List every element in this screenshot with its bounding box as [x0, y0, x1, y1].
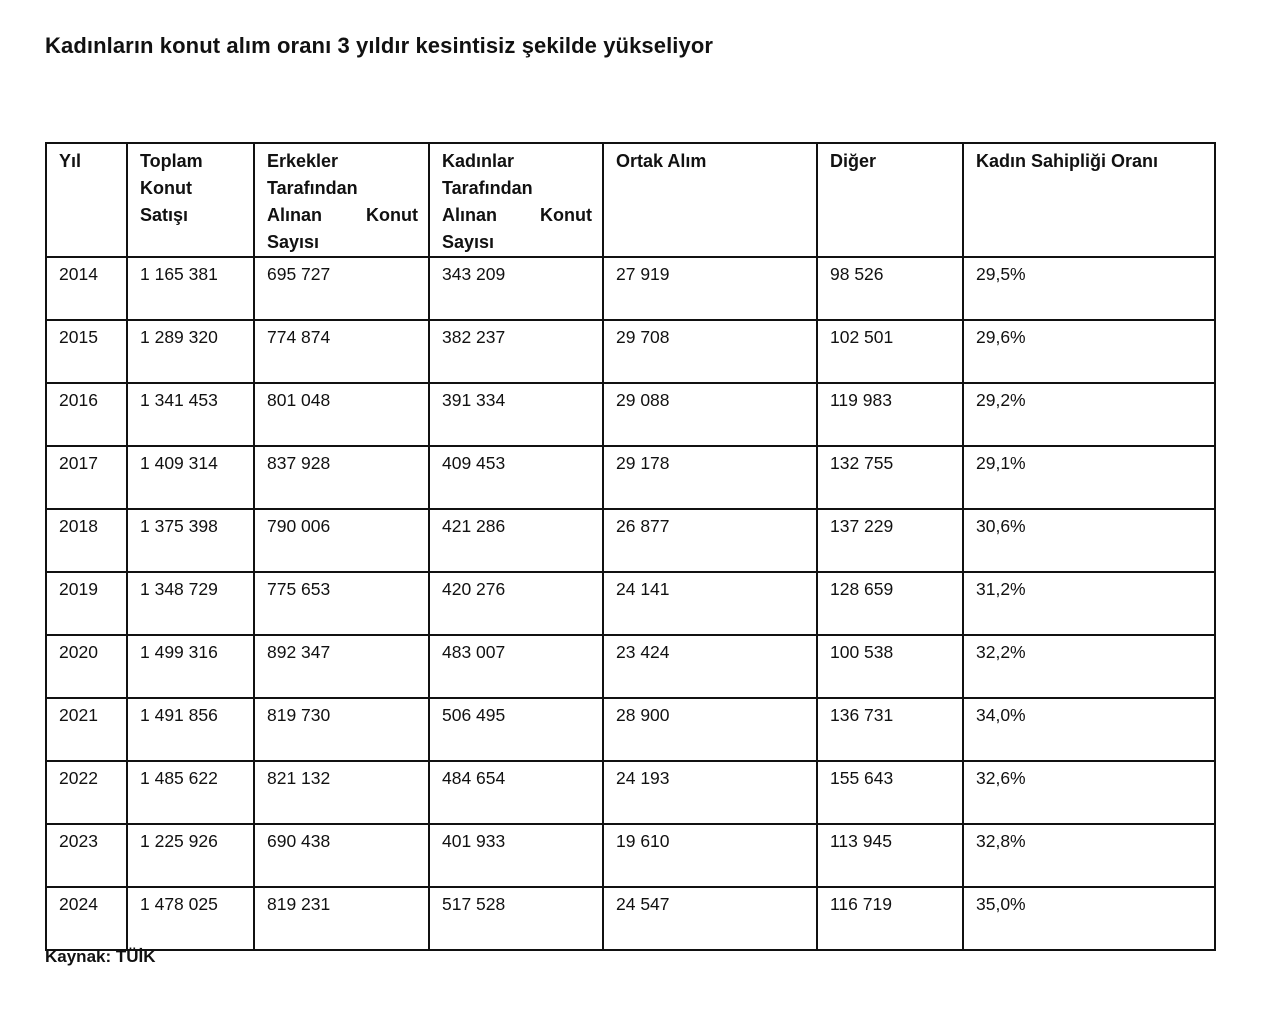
- cell-men-purchases: 774 874: [254, 320, 429, 383]
- header-men-line: Erkekler: [267, 151, 339, 171]
- cell-joint-purchase: 23 424: [603, 635, 817, 698]
- cell-year: 2019: [46, 572, 127, 635]
- table-row: [46, 446, 1215, 509]
- cell-total-sales: 1 289 320: [127, 320, 254, 383]
- cell-women-purchases: 421 286: [429, 509, 603, 572]
- cell-total-sales: 1 478 025: [127, 887, 254, 950]
- header-other-label: Diğer: [830, 151, 877, 171]
- table-row: [46, 761, 1215, 824]
- cell-joint-purchase: 24 193: [603, 761, 817, 824]
- cell-total-sales: 1 348 729: [127, 572, 254, 635]
- table-row: [46, 698, 1215, 761]
- cell-ratio: 32,2%: [963, 635, 1215, 698]
- cell-joint-purchase: 19 610: [603, 824, 817, 887]
- cell-men-purchases: 821 132: [254, 761, 429, 824]
- cell-year: 2020: [46, 635, 127, 698]
- cell-other: 132 755: [817, 446, 963, 509]
- table-header-row: [46, 143, 1215, 257]
- cell-women-purchases: 483 007: [429, 635, 603, 698]
- cell-year: 2015: [46, 320, 127, 383]
- cell-ratio: 34,0%: [963, 698, 1215, 761]
- cell-other: 102 501: [817, 320, 963, 383]
- header-women-line: Sayısı: [442, 232, 495, 252]
- cell-year: 2017: [46, 446, 127, 509]
- cell-other: 100 538: [817, 635, 963, 698]
- cell-total-sales: 1 341 453: [127, 383, 254, 446]
- cell-ratio: 35,0%: [963, 887, 1215, 950]
- cell-men-purchases: 819 730: [254, 698, 429, 761]
- cell-women-purchases: 506 495: [429, 698, 603, 761]
- header-women-line: [442, 202, 592, 229]
- header-men-line: Sayısı: [267, 232, 320, 252]
- cell-other: 116 719: [817, 887, 963, 950]
- cell-total-sales: 1 225 926: [127, 824, 254, 887]
- cell-men-purchases: 892 347: [254, 635, 429, 698]
- cell-joint-purchase: 29 088: [603, 383, 817, 446]
- cell-year: 2021: [46, 698, 127, 761]
- cell-joint-purchase: 29 708: [603, 320, 817, 383]
- cell-year: 2023: [46, 824, 127, 887]
- table-row: [46, 887, 1215, 950]
- header-men-word: Konut: [366, 205, 418, 225]
- table-body: [46, 257, 1215, 950]
- header-men-purchases: [254, 143, 429, 257]
- header-joint-label: Ortak Alım: [616, 151, 707, 171]
- cell-women-purchases: 401 933: [429, 824, 603, 887]
- header-total-line: Satışı: [140, 205, 189, 225]
- cell-men-purchases: 801 048: [254, 383, 429, 446]
- cell-ratio: 29,6%: [963, 320, 1215, 383]
- cell-total-sales: 1 165 381: [127, 257, 254, 320]
- header-men-line: [267, 202, 418, 229]
- header-year: [46, 143, 127, 257]
- cell-women-purchases: 382 237: [429, 320, 603, 383]
- cell-men-purchases: 819 231: [254, 887, 429, 950]
- header-joint-purchase: [603, 143, 817, 257]
- cell-ratio: 31,2%: [963, 572, 1215, 635]
- cell-women-purchases: 420 276: [429, 572, 603, 635]
- cell-men-purchases: 695 727: [254, 257, 429, 320]
- cell-total-sales: 1 409 314: [127, 446, 254, 509]
- header-year-label: Yıl: [59, 151, 82, 171]
- header-women-ownership-ratio: [963, 143, 1215, 257]
- header-women-line: Tarafından: [442, 178, 533, 198]
- cell-men-purchases: 690 438: [254, 824, 429, 887]
- table-row: [46, 635, 1215, 698]
- table-row: [46, 257, 1215, 320]
- cell-year: 2018: [46, 509, 127, 572]
- header-total-line: Toplam: [140, 151, 203, 171]
- cell-women-purchases: 391 334: [429, 383, 603, 446]
- header-total-sales: [127, 143, 254, 257]
- cell-ratio: 29,1%: [963, 446, 1215, 509]
- housing-sales-table: [45, 142, 1216, 951]
- header-men-line: Tarafından: [267, 178, 358, 198]
- header-women-line: Kadınlar: [442, 151, 515, 171]
- table-row: [46, 824, 1215, 887]
- cell-ratio: 32,8%: [963, 824, 1215, 887]
- source-note: Kaynak: TÜİK: [45, 947, 156, 966]
- cell-total-sales: 1 375 398: [127, 509, 254, 572]
- cell-men-purchases: 790 006: [254, 509, 429, 572]
- cell-other: 137 229: [817, 509, 963, 572]
- cell-women-purchases: 484 654: [429, 761, 603, 824]
- cell-ratio: 29,5%: [963, 257, 1215, 320]
- cell-joint-purchase: 24 547: [603, 887, 817, 950]
- header-other: [817, 143, 963, 257]
- cell-ratio: 32,6%: [963, 761, 1215, 824]
- cell-total-sales: 1 499 316: [127, 635, 254, 698]
- cell-women-purchases: 343 209: [429, 257, 603, 320]
- cell-women-purchases: 409 453: [429, 446, 603, 509]
- cell-joint-purchase: 29 178: [603, 446, 817, 509]
- cell-joint-purchase: 28 900: [603, 698, 817, 761]
- cell-ratio: 30,6%: [963, 509, 1215, 572]
- header-women-word: Konut: [540, 205, 592, 225]
- cell-other: 136 731: [817, 698, 963, 761]
- cell-total-sales: 1 485 622: [127, 761, 254, 824]
- cell-other: 128 659: [817, 572, 963, 635]
- header-ratio-label: Kadın Sahipliği Oranı: [976, 151, 1159, 171]
- cell-other: 119 983: [817, 383, 963, 446]
- cell-women-purchases: 517 528: [429, 887, 603, 950]
- header-total-line: Konut: [140, 178, 192, 198]
- cell-joint-purchase: 27 919: [603, 257, 817, 320]
- cell-total-sales: 1 491 856: [127, 698, 254, 761]
- header-women-purchases: [429, 143, 603, 257]
- cell-joint-purchase: 26 877: [603, 509, 817, 572]
- cell-year: 2014: [46, 257, 127, 320]
- cell-men-purchases: 775 653: [254, 572, 429, 635]
- cell-other: 113 945: [817, 824, 963, 887]
- page-title: Kadınların konut alım oranı 3 yıldır kesintisiz şekilde yükseliyor: [45, 33, 714, 58]
- table-row: [46, 572, 1215, 635]
- cell-joint-purchase: 24 141: [603, 572, 817, 635]
- cell-year: 2024: [46, 887, 127, 950]
- cell-ratio: 29,2%: [963, 383, 1215, 446]
- table-row: [46, 383, 1215, 446]
- cell-other: 98 526: [817, 257, 963, 320]
- cell-year: 2016: [46, 383, 127, 446]
- header-women-word: Alınan: [442, 205, 498, 225]
- table-row: [46, 509, 1215, 572]
- header-men-word: Alınan: [267, 205, 323, 225]
- table-row: [46, 320, 1215, 383]
- cell-other: 155 643: [817, 761, 963, 824]
- cell-men-purchases: 837 928: [254, 446, 429, 509]
- cell-year: 2022: [46, 761, 127, 824]
